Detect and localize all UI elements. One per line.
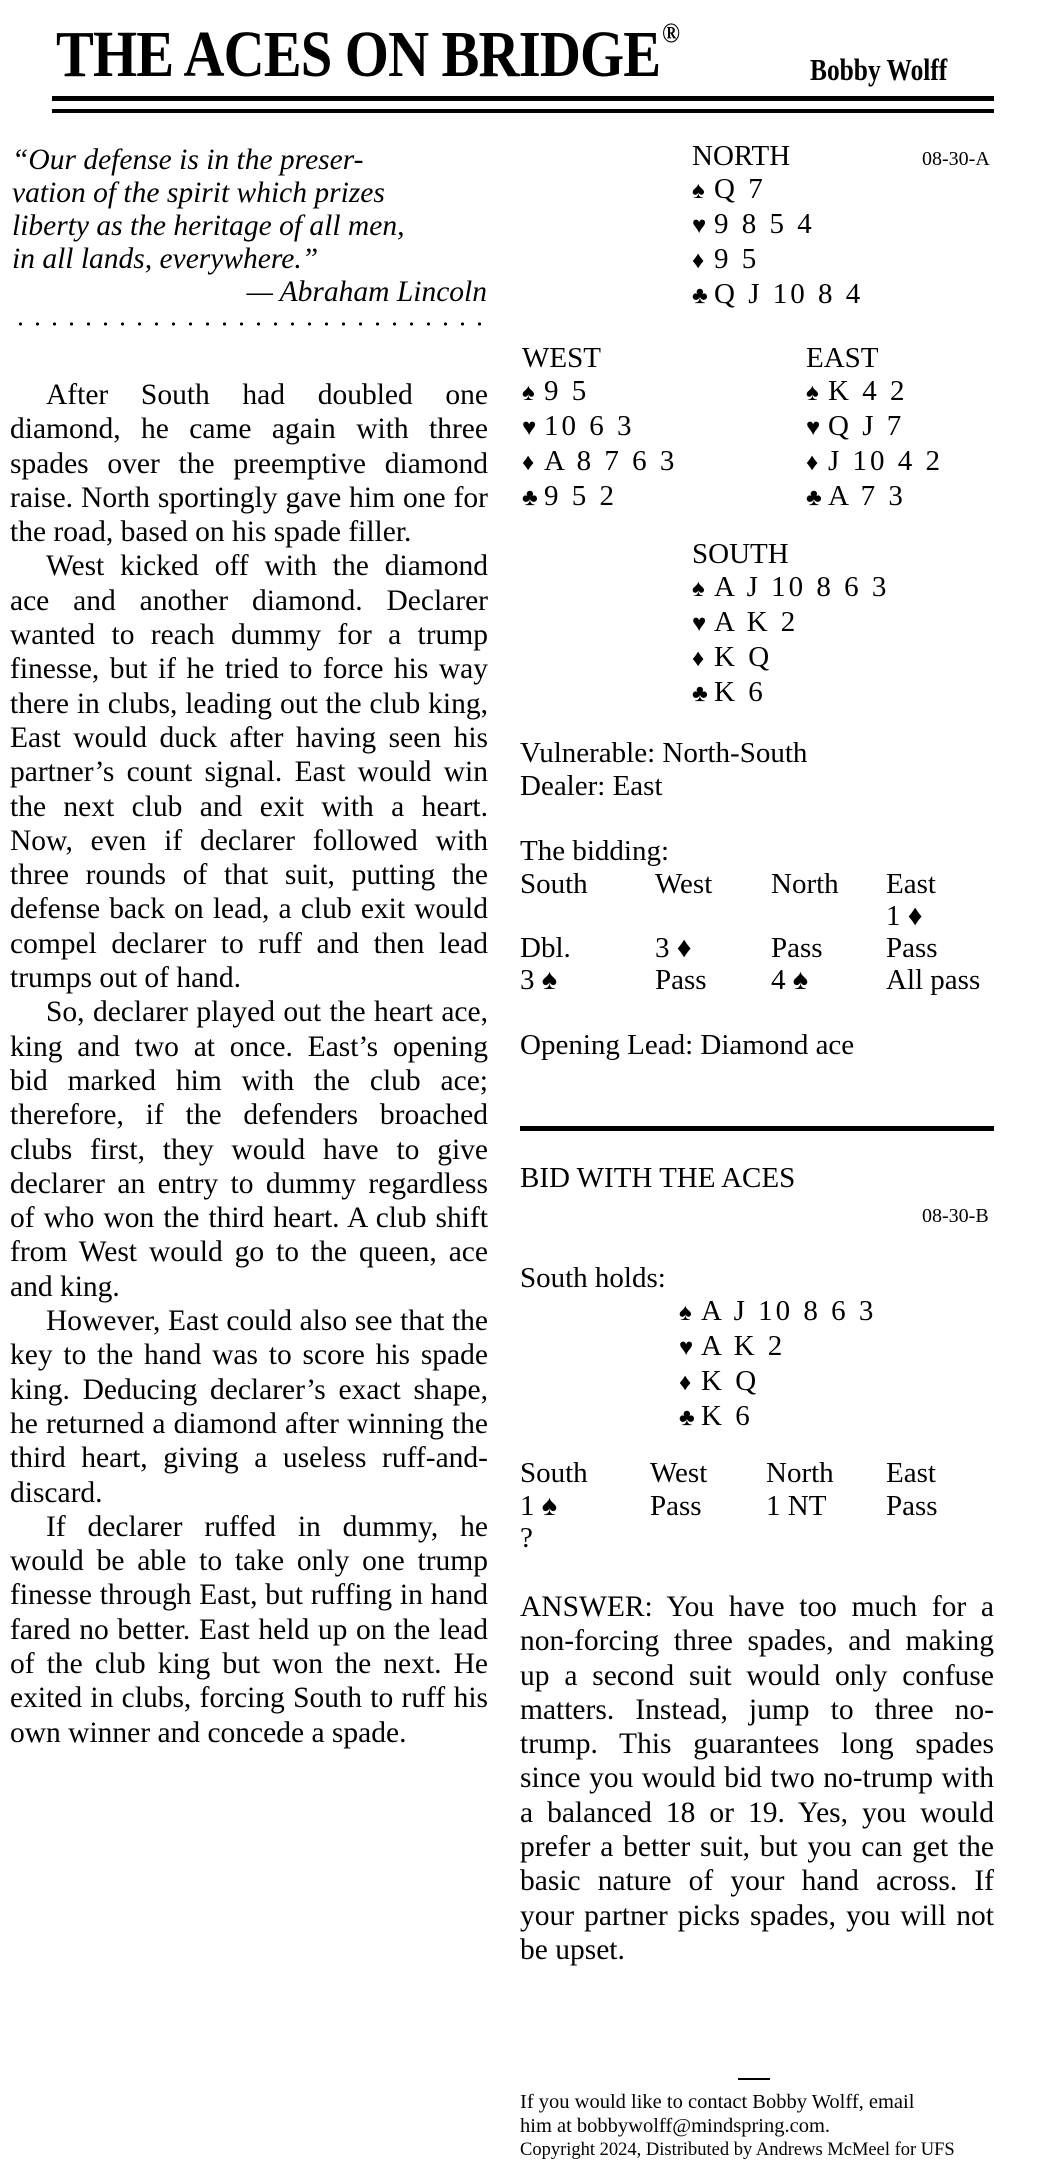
spade-icon: ♠ bbox=[692, 178, 705, 204]
south-holds-label: South holds: bbox=[520, 1262, 666, 1294]
quote-attribution: — Abraham Lincoln bbox=[246, 276, 487, 308]
east-hand: EAST ♠ K 4 2 ♥ Q J 7 ♦ J 10 4 2 ♣ A 7 3 bbox=[806, 342, 943, 515]
bidding-title: The bidding: bbox=[520, 835, 670, 867]
column-title: THE ACES ON BRIDGE® bbox=[56, 18, 680, 91]
south-hand: SOUTH ♠ A J 10 8 6 3 ♥ A K 2 ♦ K Q ♣ K 6 bbox=[692, 538, 889, 711]
bidding-row: Dbl. 3 ♦ Pass Pass bbox=[520, 932, 938, 964]
masthead-rule-top bbox=[52, 96, 994, 101]
club-icon: ♣ bbox=[692, 283, 708, 309]
club-icon: ♣ bbox=[806, 485, 822, 511]
heart-icon: ♥ bbox=[692, 611, 707, 637]
article-paragraph: So, declarer played out the heart ace, king and two at once. East’s opening bid marked him with the club ace; therefore, if the defenders broached clubs first, they would have to give declarer an entry to dummy regardless of who won the third heart. A club shift from West would go to the queen, ace and king. bbox=[10, 996, 488, 1303]
quote-line: “Our defense is in the preser- bbox=[12, 144, 364, 176]
west-hand: WEST ♠ 9 5 ♥ 10 6 3 ♦ A 8 7 6 3 ♣ 9 5 2 bbox=[522, 342, 677, 515]
dealer: Dealer: East bbox=[520, 770, 663, 802]
problem-bidding-row: 1 ♠ Pass 1 NT Pass bbox=[520, 1490, 938, 1522]
heart-icon: ♥ bbox=[806, 415, 821, 441]
footer-rule bbox=[738, 2078, 770, 2080]
north-hand: NORTH ♠ Q 7 ♥ 9 8 5 4 ♦ 9 5 ♣ Q J 10 8 4 bbox=[692, 140, 863, 313]
bid-section-title: BID WITH THE ACES bbox=[520, 1162, 796, 1194]
article-paragraph: If declarer ruffed in dummy, he would be able to take only one trump finesse through East, but ruffing in hand fared no better. East held up on the lead of the club king but won the next. He exited in clubs, forcing South to ruff his own winner and concede a spade. bbox=[10, 1510, 488, 1749]
bid-code: 08-30-B bbox=[922, 1205, 989, 1227]
dotted-divider bbox=[12, 322, 490, 326]
spade-icon: ♠ bbox=[679, 1300, 692, 1326]
heart-icon: ♥ bbox=[679, 1335, 694, 1361]
problem-hand: ♠ A J 10 8 6 3 ♥ A K 2 ♦ K Q ♣ K 6 bbox=[679, 1295, 876, 1435]
club-icon: ♣ bbox=[522, 485, 538, 511]
registered-mark: ® bbox=[662, 18, 680, 49]
deal-code: 08-30-A bbox=[922, 148, 990, 170]
problem-bidding-header: South West North East bbox=[520, 1457, 936, 1489]
author-byline: Bobby Wolff bbox=[810, 52, 948, 87]
article-body bbox=[10, 378, 488, 1750]
diamond-icon: ♦ bbox=[522, 450, 535, 476]
diamond-icon: ♦ bbox=[692, 646, 705, 672]
section-rule bbox=[520, 1126, 994, 1131]
diamond-icon: ♦ bbox=[679, 1370, 692, 1396]
article-paragraph: However, East could also see that the key to the hand was to score his spade king. Deducing declarer’s exact shape, he returned a diamond after winning the third heart, giving a useless ruff-and-discard. bbox=[10, 1305, 488, 1509]
epigraph-quote bbox=[12, 144, 487, 309]
article-paragraph: After South had doubled one diamond, he came again with three spades over the preemptive diamond raise. North sportingly gave him one for the road, based on his spade filler. bbox=[10, 379, 488, 549]
opening-lead: Opening Lead: Diamond ace bbox=[520, 1029, 855, 1061]
diamond-icon: ♦ bbox=[692, 248, 705, 274]
question-mark: ? bbox=[520, 1522, 533, 1554]
copyright: Copyright 2024, Distributed by Andrews McMeel for UFS bbox=[520, 2140, 955, 2160]
spade-icon: ♠ bbox=[692, 576, 705, 602]
quote-line: liberty as the heritage of all men, bbox=[12, 210, 405, 242]
bidding-row: 3 ♠ Pass 4 ♠ All pass bbox=[520, 964, 981, 996]
masthead-rule-bottom bbox=[52, 109, 994, 113]
diamond-icon: ♦ bbox=[806, 450, 819, 476]
contact-line: If you would like to contact Bobby Wolff, email bbox=[520, 2091, 915, 2113]
spade-icon: ♠ bbox=[806, 380, 819, 406]
hand-label: NORTH bbox=[692, 140, 791, 172]
heart-icon: ♥ bbox=[692, 213, 707, 239]
heart-icon: ♥ bbox=[522, 415, 537, 441]
contact-line: him at bobbywolff@mindspring.com. bbox=[520, 2115, 831, 2137]
spade-icon: ♠ bbox=[522, 380, 535, 406]
hand-label: WEST bbox=[522, 342, 601, 374]
bidding-row: 1 ♦ bbox=[886, 900, 923, 932]
hand-label: SOUTH bbox=[692, 538, 789, 570]
quote-line: vation of the spirit which prizes bbox=[12, 177, 385, 209]
club-icon: ♣ bbox=[679, 1405, 695, 1431]
vulnerability: Vulnerable: North-South bbox=[520, 737, 808, 769]
club-icon: ♣ bbox=[692, 681, 708, 707]
hand-label: EAST bbox=[806, 342, 879, 374]
quote-line: in all lands, everywhere.” bbox=[12, 243, 319, 275]
article-paragraph: West kicked off with the diamond ace and another diamond. Declarer wanted to reach dummy for a trump finesse, but if he tried to force his way there in clubs, leading out the club king, East would duck after having seen his partner’s count signal. East would win the next club and exit with a heart. Now, even if declarer followed with three rounds of that suit, putting the defense back on lead, a club exit would compel declarer to ruff and then lead trumps out of hand. bbox=[10, 550, 488, 995]
contact-info bbox=[520, 2090, 1000, 2162]
bidding-header-row: South West North East bbox=[520, 868, 936, 900]
answer-text: ANSWER: You have too much for a non-forcing three spades, and making up a second suit would only confuse matters. Instead, jump to three no-trump. This guarantees long spades since you would bid two no-trump with a balanced 18 or 19. Yes, you would prefer a better suit, but you can get the basic nature of your hand across. If your partner picks spades, you will not be upset. bbox=[520, 1591, 994, 1966]
